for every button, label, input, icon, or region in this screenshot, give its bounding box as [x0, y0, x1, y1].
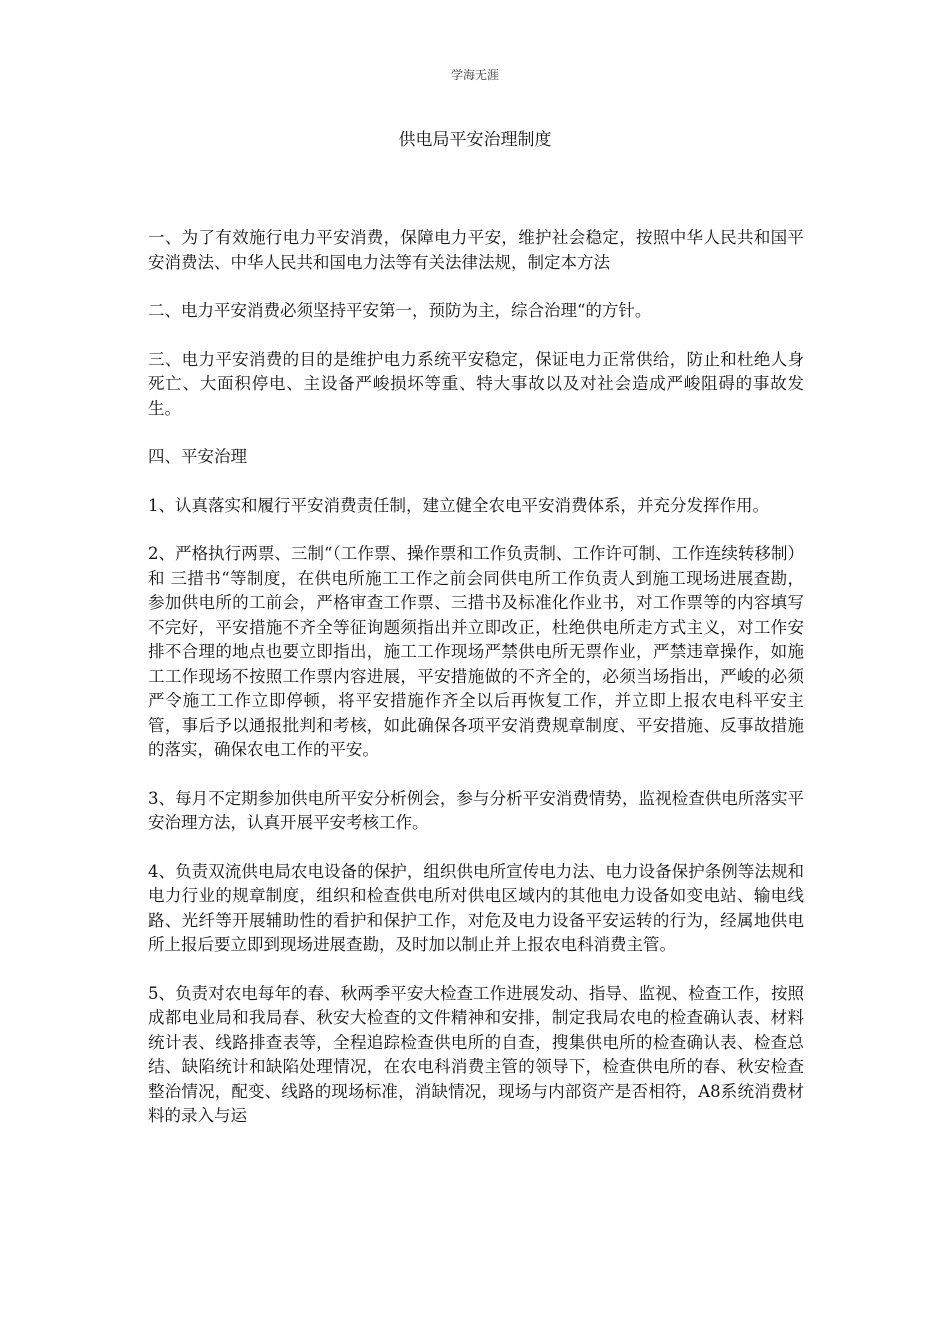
paragraph-item-3: 3、每月不定期参加供电所平安分析例会，参与分析平安消费情势，监视检查供电所落实平安治理方法，认真开展平安考核工作。 — [148, 788, 804, 832]
paragraph-1: 一、为了有效施行电力平安消费，保障电力平安，维护社会稳定，按照中华人民共和国平安消费法、中华人民共和国电力法等有关法律法规，制定本方法 — [148, 228, 804, 272]
paragraph-item-1: 1、认真落实和履行平安消费责任制，建立健全农电平安消费体系，并充分发挥作用。 — [148, 495, 769, 515]
header-note: 学海无涯 — [450, 68, 499, 82]
paragraph-item-2: 2、严格执行两票、三制“（工作票、操作票和工作负责制、工作许可制、工作连续转移制）和 三措书“等制度，在供电所施工工作之前会同供电所工作负责人到施工现场进展查勘，参加供电所的工前会，严格审查工作票、三措书及标准化作业书，对工作票等的内容填写不完好，平安措施不齐全等征询题须指出并立即改正，杜绝供电所走方式主义，对工作安排不合理的地点也要立即指出，施工工作现场严禁供电所无票作业，严禁违章操作，如施工工作现场不按照工作票内容进展，平安措施做的不齐全的，必须当场指出，严峻的必须严令施工工作立即停顿，将平安措施作齐全以后再恢复工作，并立即上报农电科平安主管，事后予以通报批判和考核，如此确保各项平安消费规章制度、平安措施、反事故措施的落实，确保农电工作的平安。 — [148, 544, 804, 759]
section-heading: 四、平安治理 — [148, 447, 247, 466]
document-title: 供电局平安治理制度 — [398, 130, 552, 150]
paragraph-2: 二、电力平安消费必须坚持平安第一，预防为主，综合治理“的方针。 — [148, 301, 652, 320]
paragraph-item-4: 4、负责双流供电局农电设备的保护，组织供电所宣传电力法、电力设备保护条例等法规和电力行业的规章制度，组织和检查供电所对供电区域内的其他电力设备如变电站、输电线路、光纤等开展辅助性的看护和保护工作，对危及电力设备平安运转的行为，经属地供电所上报后要立即到现场进展查勘，及时加以制止并上报农电科消费主管。 — [148, 861, 804, 954]
paragraph-3: 三、电力平安消费的目的是维护电力系统平安稳定，保证电力正常供给，防止和杜绝人身死亡、大面积停电、主设备严峻损坏等重、特大事故以及对社会造成严峻阻碍的事故发生。 — [148, 349, 804, 418]
paragraph-item-5: 5、负责对农电每年的春、秋两季平安大检查工作进展发动、指导、监视、检查工作，按照成都电业局和我局春、秋安大检查的文件精神和安排，制定我局农电的检查确认表、材料统计表、线路排查表等，全程追踪检查供电所的自查，搜集供电所的检查确认表、检查总结、缺陷统计和缺陷处理情况，在农电科消费主管的领导下，检查供电所的春、秋安检查整治情况，配变、线路的现场标准，消缺情况，现场与内部资产是否相符，A8系统消费材料的录入与运 — [148, 983, 804, 1125]
document-body — [148, 226, 804, 1153]
